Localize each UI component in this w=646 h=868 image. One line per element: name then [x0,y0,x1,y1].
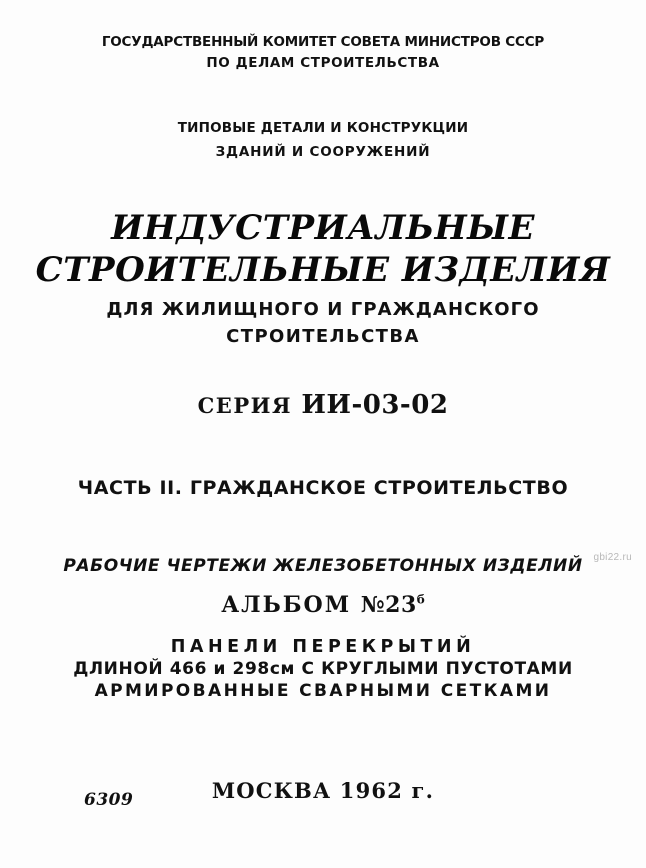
title-line-2: СТРОИТЕЛЬНЫЕ ИЗДЕЛИЯ [35,250,611,290]
panels-line-2: ДЛИНОЙ 466 и 298см С КРУГЛЫМИ ПУСТОТАМИ [73,659,573,679]
subheading [0,116,646,164]
album-line [0,592,646,618]
title-line-1: ИНДУСТРИАЛЬНЫЕ [111,208,535,248]
panels-description [0,636,646,702]
committee-line-1: ГОСУДАРСТВЕННЫЙ КОМИТЕТ СОВЕТА МИНИСТРОВ СССР [101,34,545,50]
album-suffix: б [416,592,425,607]
series-label: СЕРИЯ [197,393,292,418]
panels-line-1: ПАНЕЛИ ПЕРЕКРЫТИЙ [170,637,476,657]
purpose-line-2: СТРОИТЕЛЬСТВА [226,326,420,347]
subheading-line-1: ТИПОВЫЕ ДЕТАЛИ И КОНСТРУКЦИИ [177,120,469,136]
album-number: №23 [360,592,417,618]
document-code: 6309 [84,790,134,810]
committee-heading [0,32,646,74]
panels-line-3: АРМИРОВАННЫЕ СВАРНЫМИ СЕТКАМИ [94,681,552,701]
page-title [0,207,646,291]
album-label: АЛЬБОМ [221,592,352,618]
series-value: ИИ-03-02 [301,390,449,420]
working-drawings-line: РАБОЧИЕ ЧЕРТЕЖИ ЖЕЛЕЗОБЕТОННЫХ ИЗДЕЛИЙ [63,556,583,576]
watermark: gbi22.ru [593,552,632,563]
subheading-line-2: ЗДАНИЙ И СООРУЖЕНИЙ [215,144,431,160]
committee-line-2: ПО ДЕЛАМ СТРОИТЕЛЬСТВА [206,55,440,71]
purpose-text [0,296,646,350]
purpose-line-1: ДЛЯ ЖИЛИЩНОГО И ГРАЖДАНСКОГО [106,299,540,320]
series-line [0,390,646,420]
city-year: МОСКВА 1962 г. [211,778,435,803]
part-line: ЧАСТЬ II. ГРАЖДАНСКОЕ СТРОИТЕЛЬСТВО [77,477,569,499]
